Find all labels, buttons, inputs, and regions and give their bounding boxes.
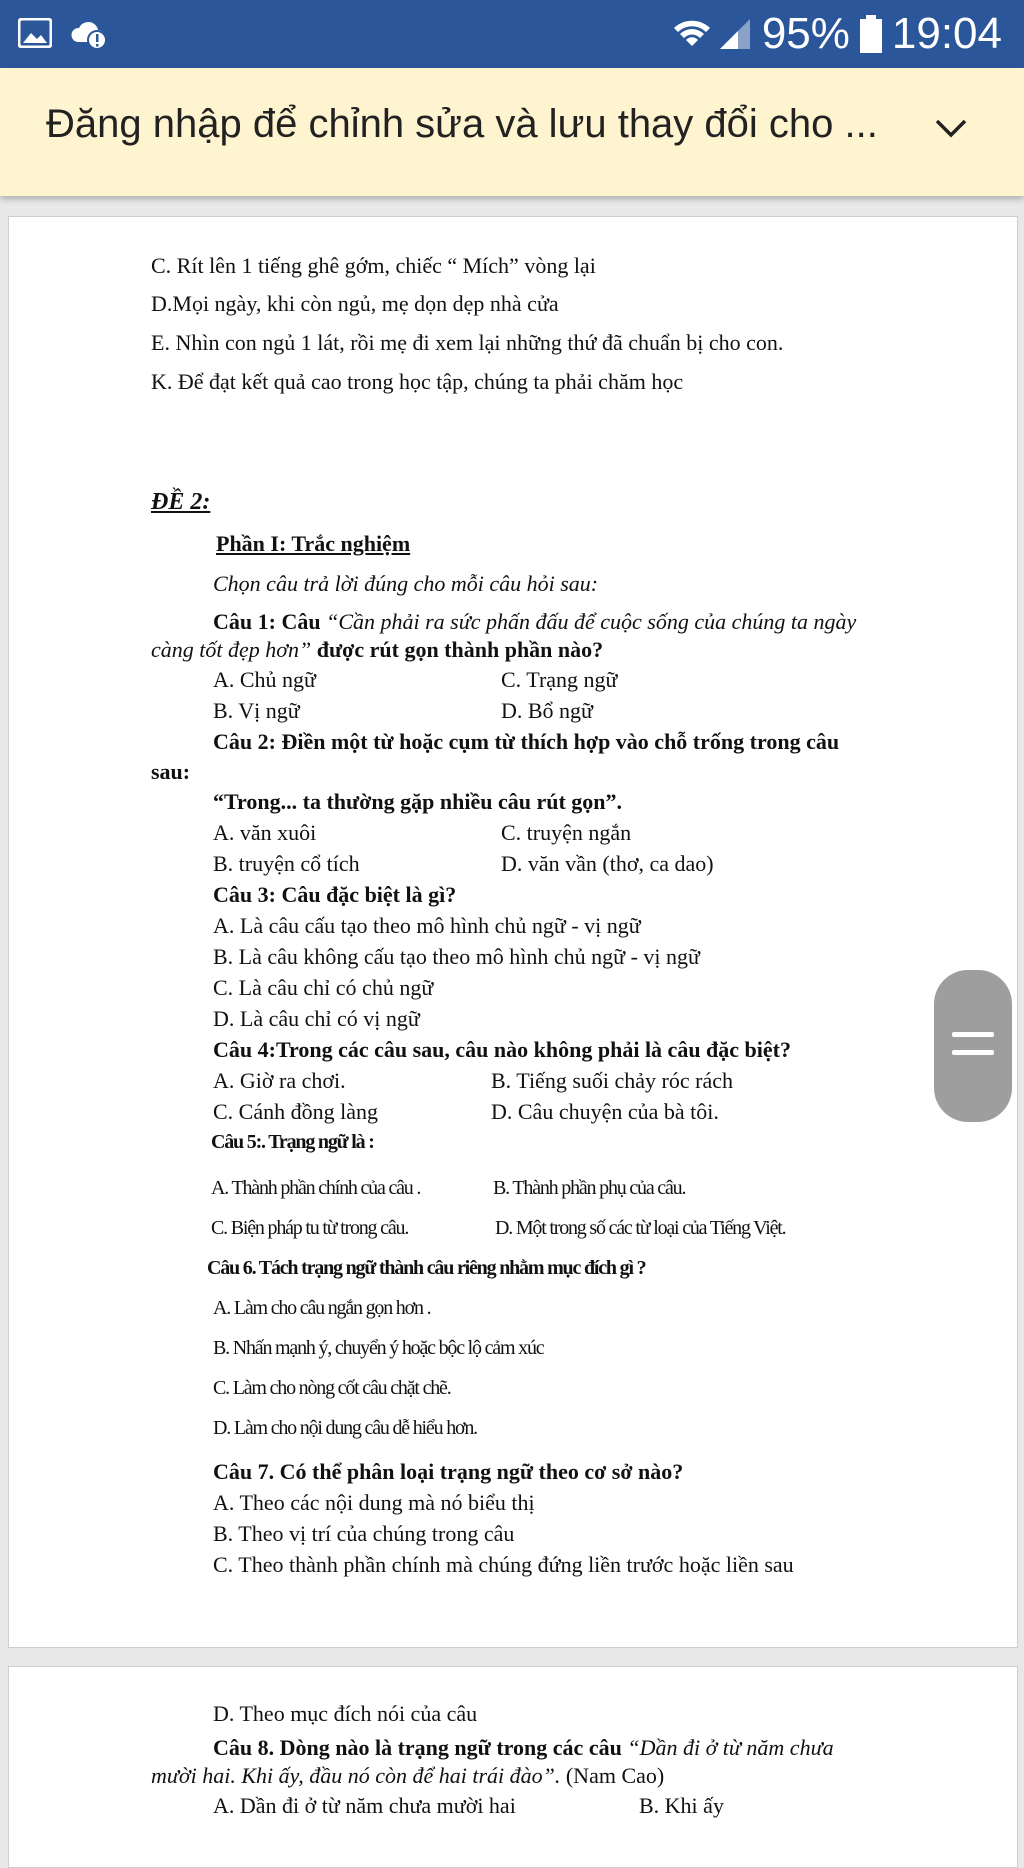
- wifi-icon: [672, 16, 712, 52]
- grip-line-icon: [952, 1050, 994, 1055]
- scroll-handle[interactable]: [934, 970, 1012, 1122]
- question-2-line-1: Câu 2: Điền một từ hoặc cụm từ thích hợp vào chỗ trống trong câu: [213, 729, 840, 754]
- answer-option: B. Nhấn mạnh ý, chuyển ý hoặc bộc lộ cảm xúc: [213, 1337, 544, 1359]
- answer-option: B. Theo vị trí của chúng trong câu: [213, 1521, 515, 1546]
- answer-option: B. truyện cổ tích: [213, 851, 360, 876]
- answer-option: B. Là câu không cấu tạo theo mô hình chủ ngữ - vị ngữ: [213, 944, 700, 969]
- question-1-line-1: Câu 1: Câu “Cần phải ra sức phấn đấu để cuộc sống của chúng ta ngày: [213, 609, 857, 634]
- answer-option: A. Theo các nội dung mà nó biểu thị: [213, 1490, 535, 1515]
- question-2-quote: “Trong... ta thường gặp nhiều câu rút gọn”.: [213, 789, 623, 814]
- document-page-1: [8, 216, 1018, 1648]
- answer-option: D. văn vần (thơ, ca dao): [501, 851, 714, 876]
- answer-option: B. Khi ấy: [639, 1793, 724, 1818]
- battery-percent: 95%: [761, 9, 850, 58]
- question-6: Câu 6. Tách trạng ngữ thành câu riêng nhằm mục đích gì ?: [207, 1257, 646, 1279]
- line-c: C. Rít lên 1 tiếng ghê gớm, chiếc “ Mích” vòng lại: [151, 253, 596, 278]
- answer-option: A. Làm cho câu ngắn gọn hơn .: [213, 1297, 431, 1319]
- banner-text: Đăng nhập để chỉnh sửa và lưu thay đổi cho ...: [46, 102, 878, 146]
- answer-option: A. Là câu cấu tạo theo mô hình chủ ngữ - vị ngữ: [213, 913, 641, 938]
- question-2-line-2: sau:: [151, 759, 191, 784]
- answer-option: D. Làm cho nội dung câu dễ hiểu hơn.: [213, 1417, 477, 1439]
- answer-option: C. Là câu chỉ có chủ ngữ: [213, 975, 434, 1000]
- answer-option: C. Làm cho nòng cốt câu chặt chẽ.: [213, 1377, 451, 1399]
- answer-option: A. văn xuôi: [213, 820, 317, 845]
- document-page-2: [8, 1666, 1018, 1868]
- question-4: Câu 4:Trong các câu sau, câu nào không phải là câu đặc biệt?: [213, 1037, 791, 1062]
- line-e: E. Nhìn con ngủ 1 lát, rồi mẹ đi xem lại những thứ đã chuẩn bị cho con.: [151, 330, 784, 355]
- answer-option: C. Biện pháp tu từ trong câu.: [211, 1217, 409, 1239]
- answer-option: A. Giờ ra chơi.: [213, 1068, 346, 1093]
- answer-option: B. Vị ngữ: [213, 698, 300, 723]
- answer-option: C. truyện ngắn: [501, 820, 632, 845]
- sign-in-banner[interactable]: [0, 68, 1024, 196]
- answer-option: C. Theo thành phần chính mà chúng đứng liền trước hoặc liền sau: [213, 1552, 794, 1577]
- clock: 19:04: [891, 9, 1002, 58]
- gallery-icon: [18, 18, 52, 53]
- answer-option: C. Cánh đồng làng: [213, 1099, 378, 1124]
- question-1-line-2: càng tốt đẹp hơn” được rút gọn thành phần nào?: [151, 637, 604, 662]
- answer-option: A. Chủ ngữ: [213, 667, 316, 692]
- answer-option: D. Một trong số các từ loại của Tiếng Việt.: [495, 1217, 786, 1239]
- part-heading: Phần I: Trắc nghiệm: [216, 531, 411, 556]
- question-5: Câu 5:. Trạng ngữ là :: [211, 1131, 374, 1153]
- chevron-down-icon[interactable]: [934, 118, 968, 145]
- question-7: Câu 7. Có thể phân loại trạng ngữ theo cơ sở nào?: [213, 1459, 684, 1484]
- answer-option: B. Thành phần phụ của câu.: [493, 1177, 686, 1199]
- line-d: D.Mọi ngày, khi còn ngủ, mẹ dọn dẹp nhà cửa: [151, 291, 559, 316]
- signal-icon: [718, 17, 752, 51]
- question-3: Câu 3: Câu đặc biệt là gì?: [213, 882, 457, 907]
- battery-icon: [860, 15, 882, 53]
- answer-option: C. Trạng ngữ: [501, 667, 618, 692]
- question-8-line-1: Câu 8. Dòng nào là trạng ngữ trong các câu “Dần đi ở từ năm chưa: [213, 1735, 834, 1760]
- instruction: Chọn câu trả lời đúng cho mỗi câu hỏi sau:: [213, 571, 599, 596]
- grip-line-icon: [952, 1032, 994, 1037]
- section-heading: ĐỀ 2:: [151, 489, 211, 515]
- cloud-alert-icon: [70, 18, 108, 55]
- answer-option: D. Câu chuyện của bà tôi.: [491, 1099, 719, 1124]
- status-bar: [0, 0, 1024, 68]
- answer-option: D. Theo mục đích nói của câu: [213, 1701, 478, 1726]
- line-k: K. Để đạt kết quả cao trong học tập, chúng ta phải chăm học: [151, 369, 684, 394]
- answer-option: A. Thành phần chính của câu .: [211, 1177, 421, 1199]
- answer-option: B. Tiếng suối chảy róc rách: [491, 1068, 733, 1093]
- answer-option: D. Bổ ngữ: [501, 698, 593, 723]
- answer-option: D. Là câu chỉ có vị ngữ: [213, 1006, 420, 1031]
- question-8-line-2: mười hai. Khi ấy, đầu nó còn để hai trái đào”. (Nam Cao): [151, 1763, 665, 1788]
- answer-option: A. Dần đi ở từ năm chưa mười hai: [213, 1793, 516, 1818]
